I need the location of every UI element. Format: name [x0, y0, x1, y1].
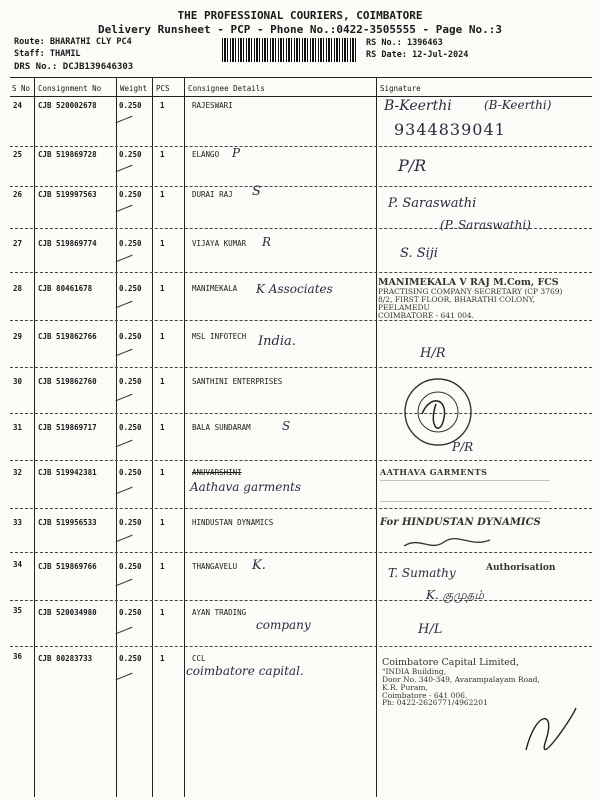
row-consignment: CJB 80461678 [38, 284, 93, 293]
row-sno: 31 [13, 423, 23, 432]
table-top-rule [10, 77, 592, 78]
row-weight: 0.250 [119, 332, 142, 341]
stamp-line: "INDIA Building, [382, 666, 447, 676]
row-consignee: MANIMEKALA [192, 284, 238, 293]
handwritten-note: S [282, 419, 291, 433]
row-consignee: THANGAVELU [192, 562, 238, 571]
row-weight: 0.250 [119, 101, 142, 110]
signature-r26: P. Saraswathi [388, 196, 477, 211]
route-label: Route: [14, 37, 45, 47]
row-weight: 0.250 [119, 562, 142, 571]
row-pcs: 1 [160, 518, 165, 527]
table-row [0, 508, 600, 557]
row-sno: 24 [13, 101, 23, 110]
tick-mark [115, 673, 132, 681]
row-pcs: 1 [160, 101, 165, 110]
row-pcs: 1 [160, 654, 165, 663]
row-sno: 25 [13, 150, 23, 159]
row-weight: 0.250 [119, 239, 142, 248]
row-weight: 0.250 [119, 608, 142, 617]
stamp-line: MANIMEKALA V RAJ M.Com, FCS [378, 277, 559, 288]
stamp-line: Coimbatore Capital Limited, [382, 657, 520, 668]
signature-r27: S. Siji [400, 246, 438, 261]
row-consignee: ANUVARSHINI [192, 468, 242, 477]
table-row [0, 600, 600, 649]
row-sno: 27 [13, 239, 23, 248]
row-weight: 0.250 [119, 468, 142, 477]
row-pcs: 1 [160, 284, 165, 293]
table-row [0, 320, 600, 369]
stamp-line: COIMBATORE - 641 004. [378, 310, 475, 320]
tick-mark [115, 440, 132, 448]
handwritten-note: K Associates [256, 282, 333, 296]
row-pcs: 1 [160, 423, 165, 432]
stamp-r34-authorisation: Authorisation [486, 563, 556, 573]
rs-no-label: RS No.: [366, 38, 402, 48]
row-consignee: DURAI RAJ [192, 190, 233, 199]
handwritten-note: India. [258, 334, 296, 349]
col-header-consignee: Consignee Details [188, 84, 265, 93]
row-consignee: HINDUSTAN DYNAMICS [192, 518, 274, 527]
row-sno: 36 [13, 652, 23, 661]
staff-value: THAMIL [49, 49, 81, 59]
handwritten-note: S [252, 184, 261, 199]
row-consignee: BALA SUNDARAM [192, 423, 251, 432]
signature-r33-scribble [400, 534, 510, 554]
table-row [0, 413, 600, 462]
row-consignment: CJB 519869766 [38, 562, 97, 571]
rs-no-line [366, 38, 443, 48]
handwritten-note: K. [252, 558, 266, 573]
signature-r35: H/L [418, 622, 443, 637]
table-row [0, 552, 600, 601]
col-header-weight: Weight [120, 84, 148, 93]
stamp-line: Coimbatore - 641 006. [382, 690, 468, 700]
signature-r24-phone: 9344839041 [394, 120, 506, 139]
drs-label: DRS No.: [14, 62, 58, 72]
signature-r24-name: B-Keerthi [384, 98, 452, 114]
row-sno: 26 [13, 190, 23, 199]
row-sno: 34 [13, 560, 23, 569]
row-pcs: 1 [160, 332, 165, 341]
row-consignment: CJB 80283733 [38, 654, 93, 663]
tick-mark [115, 205, 132, 213]
row-sno: 33 [13, 518, 23, 527]
row-pcs: 1 [160, 150, 165, 159]
row-consignment: CJB 519956533 [38, 518, 97, 527]
signature-r34: T. Sumathy [388, 566, 456, 580]
row-consignment: CJB 519862766 [38, 332, 97, 341]
signature-r26-print: (P. Saraswathi) [440, 218, 531, 232]
tick-mark [115, 627, 132, 635]
col-header-sno: S No [12, 84, 31, 93]
row-consignment: CJB 520034980 [38, 608, 97, 617]
route-line [14, 37, 132, 47]
row-consignee: SANTHINI ENTERPRISES [192, 377, 283, 386]
row-sno: 35 [13, 606, 23, 615]
row-consignment: CJB 519869728 [38, 150, 97, 159]
handwritten-note: company [256, 618, 311, 632]
row-pcs: 1 [160, 562, 165, 571]
row-consignee: AYAN TRADING [192, 608, 247, 617]
row-consignee: ELANGO [192, 150, 220, 159]
row-consignment: CJB 519869717 [38, 423, 97, 432]
rs-no-value: 1396463 [406, 38, 443, 48]
signature-r24-name-print: (B-Keerthi) [484, 98, 552, 112]
drs-line [14, 62, 133, 72]
row-consignment: CJB 519942381 [38, 468, 97, 477]
company-title: THE PROFESSIONAL COURIERS, COIMBATORE [177, 9, 423, 22]
signature-r25: P/R [398, 156, 427, 175]
stamp-line: 8/2, FIRST FLOOR, BHARATHI COLONY, [378, 294, 536, 304]
col-header-pcs: PCS [156, 84, 170, 93]
stamp-line: Ph: 0422-2626771/4962201 [382, 698, 488, 708]
rs-date-label: RS Date: [366, 50, 407, 60]
row-pcs: 1 [160, 190, 165, 199]
col-header-consignment: Consignment No [38, 84, 102, 93]
staff-line [14, 49, 81, 59]
signature-r34-tamil: K. குமுதம் [426, 588, 484, 602]
row-consignee: MSL INFOTECH [192, 332, 247, 341]
tick-mark [115, 255, 132, 263]
row-sno: 30 [13, 377, 23, 386]
stamp-r28 [378, 278, 592, 319]
stamp-r33: For HINDUSTAN DYNAMICS [380, 517, 541, 528]
table-row [0, 228, 600, 277]
row-weight: 0.250 [119, 423, 142, 432]
stamp-r32: AATHAVA GARMENTS [380, 467, 488, 477]
signature-r36-scribble [516, 700, 586, 760]
col-header-signature: Signature [380, 84, 421, 93]
row-pcs: 1 [160, 239, 165, 248]
row-weight: 0.250 [119, 150, 142, 159]
row-weight: 0.250 [119, 190, 142, 199]
row-sno: 32 [13, 468, 23, 477]
row-consignee: RAJESWARI [192, 101, 233, 110]
stamp-r32-body [380, 480, 550, 502]
signature-r31: P/R [452, 440, 474, 454]
row-consignee: CCL [192, 654, 206, 663]
signature-r29: H/R [420, 346, 446, 361]
row-weight: 0.250 [119, 518, 142, 527]
drs-value: DCJB139646303 [62, 62, 134, 72]
row-pcs: 1 [160, 608, 165, 617]
row-sno: 29 [13, 332, 23, 341]
tick-mark [115, 301, 132, 309]
tick-mark [115, 535, 132, 543]
rs-date-line [366, 50, 468, 60]
stamp-line: K.R. Puram, [382, 682, 428, 692]
row-consignment: CJB 519862760 [38, 377, 97, 386]
row-sno: 28 [13, 284, 23, 293]
row-pcs: 1 [160, 377, 165, 386]
tick-mark [115, 579, 132, 587]
route-value: BHARATHI CLY PC4 [49, 37, 132, 47]
stamp-line: PRACTISING COMPANY SECRETARY (CP 3769) [378, 286, 563, 296]
row-weight: 0.250 [119, 377, 142, 386]
table-row [0, 367, 600, 416]
handwritten-note: coimbatore capital. [186, 664, 304, 678]
rs-date-value: 12-Jul-2024 [412, 50, 469, 60]
tick-mark [115, 487, 132, 495]
row-consignment: CJB 519997563 [38, 190, 97, 199]
staff-label: Staff: [14, 49, 45, 59]
row-pcs: 1 [160, 468, 165, 477]
row-consignee: VIJAYA KUMAR [192, 239, 247, 248]
handwritten-note: Aathava garments [190, 480, 302, 494]
row-consignment: CJB 520002678 [38, 101, 97, 110]
tick-mark [115, 116, 132, 124]
row-weight: 0.250 [119, 654, 142, 663]
runsheet-subtitle: Delivery Runsheet - PCP - Phone No.:0422-3505555 - Page No.:3 [98, 23, 502, 36]
tick-mark [115, 394, 132, 402]
row-weight: 0.250 [119, 284, 142, 293]
tick-mark [115, 349, 132, 357]
drs-barcode [222, 38, 358, 62]
handwritten-note: R [262, 235, 272, 249]
stamp-line: Door No. 340-349, Avarampalayam Road, [382, 674, 540, 684]
row-consignment: CJB 519869774 [38, 239, 97, 248]
tick-mark [115, 165, 132, 173]
stamp-line: PEELAMEDU [378, 302, 430, 312]
handwritten-note: P [232, 146, 241, 160]
